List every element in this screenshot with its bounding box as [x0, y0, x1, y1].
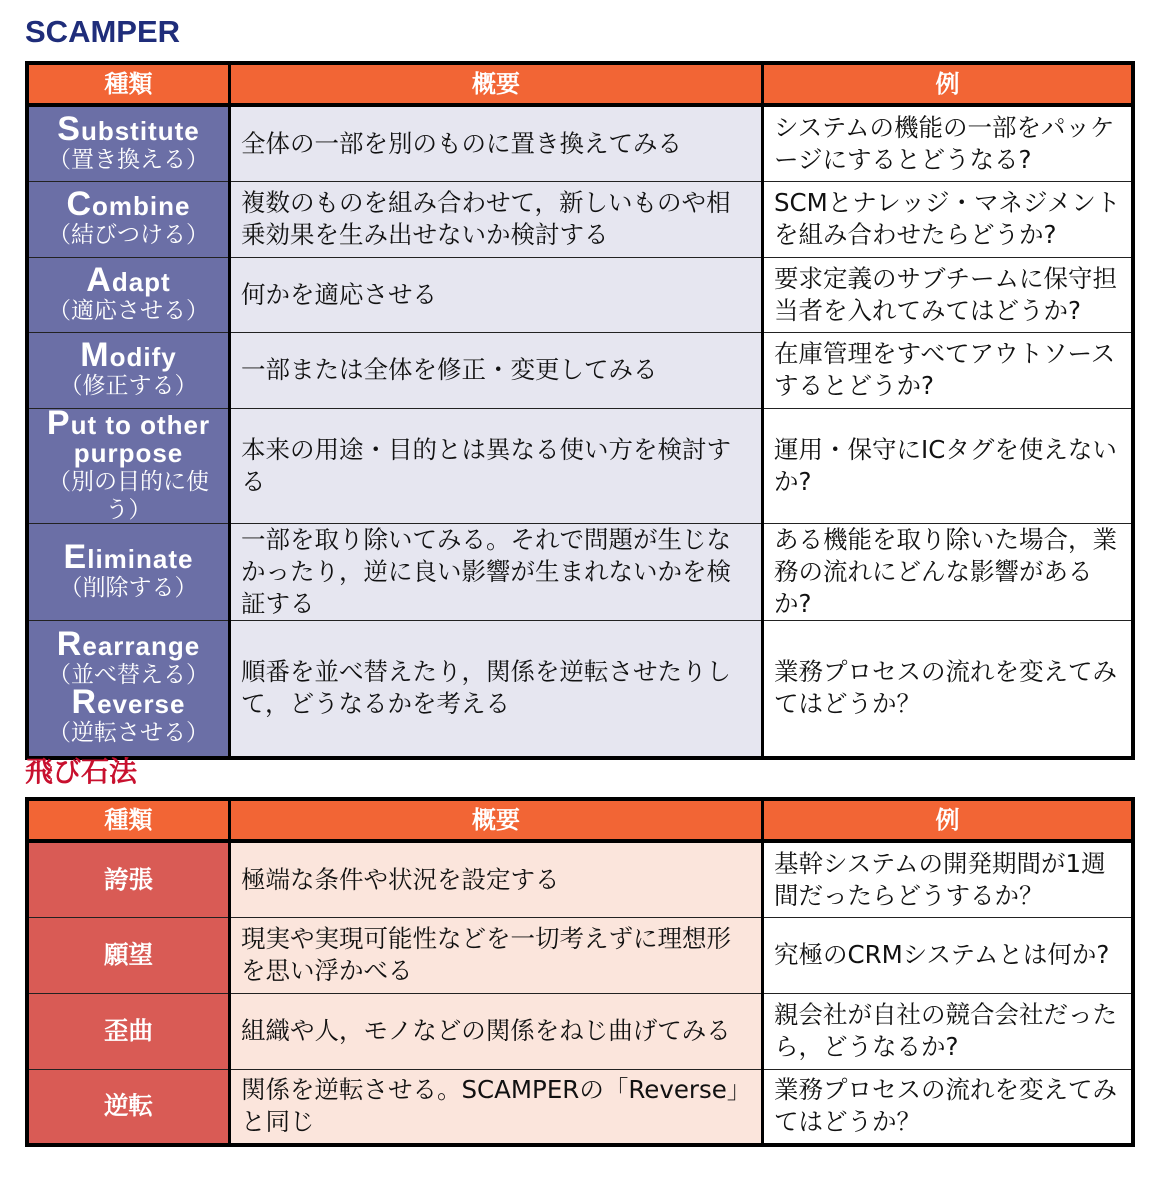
type-cell: [27, 408, 230, 523]
table-row: [27, 408, 1133, 523]
technique-ja: （並べ替える）: [48, 661, 209, 688]
type-cell: [27, 257, 230, 332]
technique-ja: （結びつける）: [48, 221, 209, 247]
table-row: [27, 993, 1133, 1069]
technique-name: [31, 537, 226, 576]
example-cell: 基幹システムの開発期間が1週間だったらどうするか？: [763, 841, 1134, 917]
table-row: [27, 841, 1133, 917]
technique-ja: （削除する）: [59, 573, 198, 600]
technique-initial: P: [46, 408, 71, 442]
table-row: [27, 1069, 1133, 1145]
type-cell: [27, 620, 230, 758]
example-cell: 業務プロセスの流れを変えてみてはどうか？: [763, 1069, 1134, 1145]
summary-cell: 全体の一部を別のものに置き換えてみる: [230, 105, 763, 181]
technique-initial: R: [56, 625, 83, 664]
header-type: 種類: [27, 799, 230, 841]
summary-cell: 現実や実現可能性などを一切考えずに理想形を思い浮かべる: [230, 917, 763, 993]
example-cell: 親会社が自社の競合会社だったら，どうなるか?: [763, 993, 1134, 1069]
technique-initial: E: [63, 537, 88, 576]
header-type: 種類: [27, 63, 230, 105]
technique-ja: （適応させる）: [48, 296, 209, 323]
header-summary: 概要: [230, 63, 763, 105]
table-row: [27, 181, 1133, 257]
technique-rest: odify: [109, 342, 177, 372]
technique-initial: A: [86, 260, 112, 299]
scamper-table: [25, 61, 1135, 760]
technique-rest: ombine: [92, 191, 191, 221]
technique-rest: liminate: [87, 543, 194, 574]
technique-initial: S: [57, 109, 81, 148]
type-cell: 逆転: [27, 1069, 230, 1145]
header-example: 例: [763, 799, 1134, 841]
header-summary: 概要: [230, 799, 763, 841]
table-row: [27, 332, 1133, 408]
technique-rest: earrange: [82, 631, 201, 662]
summary-cell: 何かを適応させる: [230, 257, 763, 332]
type-cell: 誇張: [27, 841, 230, 917]
type-cell: 願望: [27, 917, 230, 993]
technique-initial: M: [80, 336, 110, 374]
table-row: [27, 105, 1133, 181]
tobiishi-title: 飛び石法: [25, 755, 138, 788]
type-cell: [27, 332, 230, 408]
summary-cell: 関係を逆転させる。SCAMPERの「Reverse」と同じ: [230, 1069, 763, 1145]
technique-name: [31, 185, 226, 223]
header-row: [27, 63, 1133, 105]
summary-cell: 一部または全体を修正・変更してみる: [230, 332, 763, 408]
summary-cell: 本来の用途・目的とは異なる使い方を検討する: [230, 408, 763, 523]
example-cell: 究極のCRMシステムとは何か?: [763, 917, 1134, 993]
technique-ja: （置き換える）: [48, 145, 209, 172]
table-row: [27, 257, 1133, 332]
technique-rest: ubstitute: [80, 115, 200, 146]
header-row: [27, 799, 1133, 841]
table-row: [27, 620, 1133, 758]
technique-name: [31, 625, 226, 664]
summary-cell: 組織や人，モノなどの関係をねじ曲げてみる: [230, 993, 763, 1069]
summary-cell: 順番を並べ替えたり，関係を逆転させたりして，どうなるかを考える: [230, 620, 763, 758]
type-cell: [27, 181, 230, 257]
technique-name: [31, 683, 226, 722]
summary-cell: 複数のものを組み合わせて，新しいものや相乗効果を生み出せないか検討する: [230, 181, 763, 257]
example-cell: システムの機能の一部をパッケージにするとどうなる?: [763, 105, 1134, 181]
type-cell: [27, 523, 230, 620]
example-cell: SCMとナレッジ・マネジメントを組み合わせたらどうか?: [763, 181, 1134, 257]
technique-name: [31, 409, 226, 467]
technique-name: [31, 336, 226, 374]
table-row: [27, 917, 1133, 993]
technique-rest: everse: [97, 689, 186, 720]
type-cell: [27, 105, 230, 181]
example-cell: 運用・保守にICタグを使えないか?: [763, 408, 1134, 523]
example-cell: ある機能を取り除いた場合，業務の流れにどんな影響があるか?: [763, 523, 1134, 620]
technique-initial: R: [71, 683, 98, 722]
scamper-title: SCAMPER: [25, 14, 181, 49]
table-row: [27, 523, 1133, 620]
type-cell: 歪曲: [27, 993, 230, 1069]
technique-name: [31, 109, 226, 148]
example-cell: 業務プロセスの流れを変えてみてはどうか？: [763, 620, 1134, 758]
header-example: 例: [763, 63, 1134, 105]
summary-cell: 極端な条件や状況を設定する: [230, 841, 763, 917]
technique-initial: C: [66, 185, 93, 223]
technique-name: [31, 260, 226, 299]
technique-ja: （別の目的に使う）: [48, 467, 209, 522]
technique-rest: ut to other purpose: [70, 409, 211, 468]
technique-ja: （修正する）: [59, 372, 198, 398]
summary-cell: 一部を取り除いてみる。それで問題が生じなかったり，逆に良い影響が生まれないかを検証する: [230, 523, 763, 620]
example-cell: 在庫管理をすべてアウトソースするとどうか?: [763, 332, 1134, 408]
tobiishi-table: [25, 797, 1135, 1147]
technique-ja: （逆転させる）: [48, 719, 209, 746]
example-cell: 要求定義のサブチームに保守担当者を入れてみてはどうか?: [763, 257, 1134, 332]
technique-rest: dapt: [111, 266, 171, 297]
